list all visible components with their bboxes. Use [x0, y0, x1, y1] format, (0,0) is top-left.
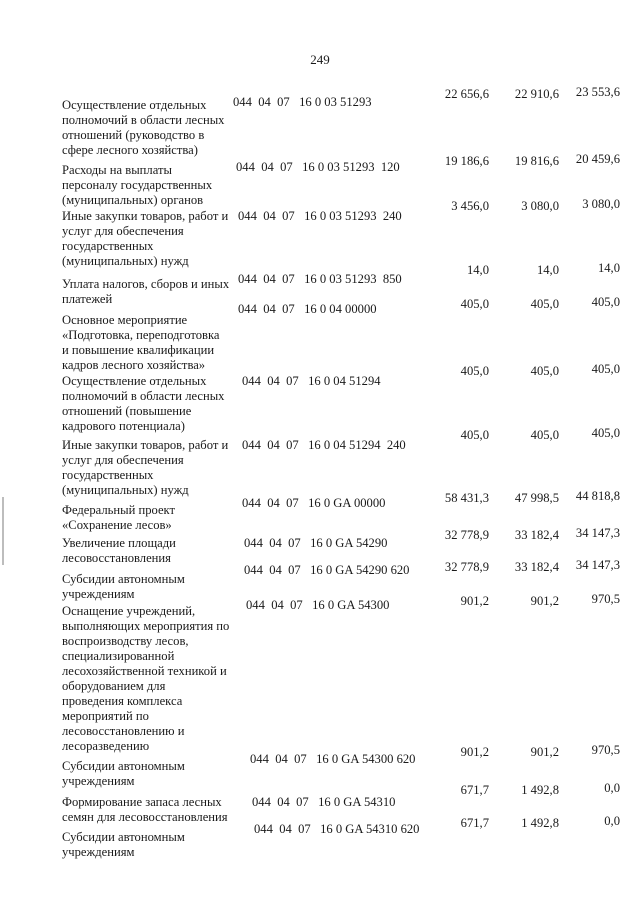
row-value-2: 1 492,8 — [521, 783, 559, 797]
page-number: 249 — [310, 52, 330, 67]
row-value-2: 22 910,6 — [514, 87, 559, 101]
row-name: Осуществление отдельных полномочий в области лесных отношений (повышение кадрового потенциала) — [62, 374, 225, 433]
row-name: Осуществление отдельных полномочий в области лесных отношений (руководство в сфере лесного хозяйства) — [62, 98, 225, 157]
row-value-2: 405,0 — [530, 364, 559, 378]
row-value-1: 32 778,9 — [444, 528, 489, 542]
row-code: 044 04 07 16 0 04 00000 — [238, 302, 377, 316]
row-value-3: 970,5 — [591, 743, 620, 757]
row-value-2: 901,2 — [530, 594, 559, 608]
row-value-1: 19 186,6 — [444, 154, 489, 168]
row-value-1: 405,0 — [460, 364, 489, 378]
row-value-3: 0,0 — [604, 814, 620, 828]
row-code: 044 04 07 16 0 GA 54310 620 — [254, 822, 420, 836]
row-value-2: 405,0 — [530, 428, 559, 442]
row-code: 044 04 07 16 0 GA 54310 — [252, 795, 396, 809]
row-value-1: 32 778,9 — [444, 560, 489, 574]
row-name: Основное мероприятие «Подготовка, переподготовка и повышение квалификации кадров лесного хозяйства» — [62, 313, 220, 372]
row-value-3: 44 818,8 — [575, 489, 620, 503]
row-code: 044 04 07 16 0 03 51293 240 — [238, 209, 402, 223]
row-value-1: 58 431,3 — [444, 491, 489, 505]
row-value-3: 405,0 — [591, 426, 620, 440]
row-code: 044 04 07 16 0 GA 54300 620 — [250, 752, 416, 766]
row-value-2: 405,0 — [530, 297, 559, 311]
row-value-1: 405,0 — [460, 428, 489, 442]
row-name: Иные закупки товаров, работ и услуг для обеспечения государственных (муниципальных) нужд — [62, 209, 229, 268]
row-code: 044 04 07 16 0 GA 00000 — [242, 496, 386, 510]
row-name: Иные закупки товаров, работ и услуг для обеспечения государственных (муниципальных) нужд — [62, 438, 229, 497]
row-value-2: 47 998,5 — [514, 491, 559, 505]
row-value-1: 901,2 — [460, 594, 489, 608]
row-code: 044 04 07 16 0 GA 54290 — [244, 536, 388, 550]
row-name: Федеральный проект «Сохранение лесов» — [62, 503, 176, 532]
row-value-1: 22 656,6 — [444, 87, 489, 101]
row-name: Субсидии автономным учреждениям — [62, 759, 185, 788]
row-code: 044 04 07 16 0 04 51294 — [242, 374, 381, 388]
row-value-1: 671,7 — [460, 783, 489, 797]
scan-margin-mark — [2, 497, 4, 565]
row-value-1: 901,2 — [460, 745, 489, 759]
row-value-3: 20 459,6 — [575, 152, 620, 166]
row-name: Расходы на выплаты персоналу государственных (муниципальных) органов — [62, 163, 213, 207]
row-name: Субсидии автономным учреждениям — [62, 572, 185, 601]
row-code: 044 04 07 16 0 GA 54290 620 — [244, 563, 410, 577]
row-value-2: 14,0 — [536, 263, 559, 277]
row-value-3: 34 147,3 — [575, 526, 620, 540]
row-value-1: 3 456,0 — [451, 199, 489, 213]
row-value-2: 33 182,4 — [514, 560, 559, 574]
row-value-3: 970,5 — [591, 592, 620, 606]
row-value-3: 405,0 — [591, 295, 620, 309]
row-value-3: 34 147,3 — [575, 558, 620, 572]
row-value-3: 405,0 — [591, 362, 620, 376]
row-code: 044 04 07 16 0 03 51293 — [233, 95, 372, 109]
row-name: Увеличение площади лесовосстановления — [62, 536, 176, 565]
row-value-2: 19 816,6 — [514, 154, 559, 168]
row-name: Субсидии автономным учреждениям — [62, 830, 185, 859]
row-value-2: 1 492,8 — [521, 816, 559, 830]
row-value-3: 3 080,0 — [582, 197, 620, 211]
row-value-2: 901,2 — [530, 745, 559, 759]
row-value-3: 23 553,6 — [575, 85, 620, 99]
row-value-2: 33 182,4 — [514, 528, 559, 542]
row-name: Оснащение учреждений, выполняющих мероприятия по воспроизводству лесов, специализированной лесохозяйственной техникой и оборудованием для проведения комплекса мероприятий по лесовосстановлению и лесоразведению — [62, 604, 230, 753]
row-value-2: 3 080,0 — [521, 199, 559, 213]
row-code: 044 04 07 16 0 03 51293 850 — [238, 272, 402, 286]
row-code: 044 04 07 16 0 03 51293 120 — [236, 160, 400, 174]
row-value-1: 14,0 — [466, 263, 489, 277]
row-value-3: 0,0 — [604, 781, 620, 795]
row-code: 044 04 07 16 0 04 51294 240 — [242, 438, 406, 452]
row-value-1: 405,0 — [460, 297, 489, 311]
row-name: Уплата налогов, сборов и иных платежей — [62, 277, 230, 306]
row-code: 044 04 07 16 0 GA 54300 — [246, 598, 390, 612]
row-name: Формирование запаса лесных семян для лесовосстановления — [62, 795, 228, 824]
row-value-1: 671,7 — [460, 816, 489, 830]
row-value-3: 14,0 — [597, 261, 620, 275]
